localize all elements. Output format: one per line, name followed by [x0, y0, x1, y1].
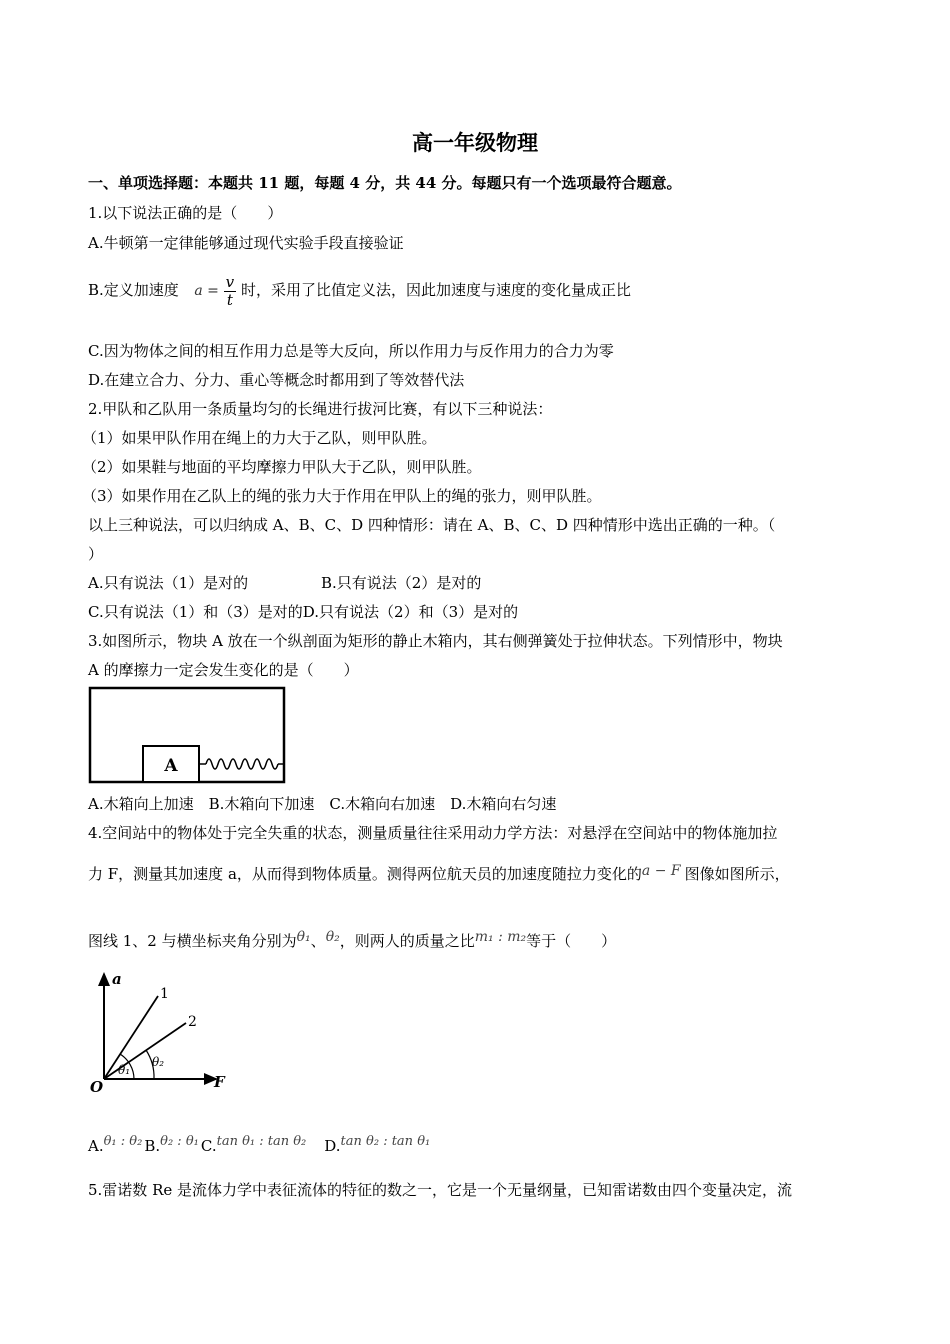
q4-mass-ratio: m₁ : m₂ [474, 929, 527, 945]
q4-option-a-prefix: A. [88, 1137, 104, 1155]
q1-option-d: D.在建立合力、分力、重心等概念时都用到了等效替代法 [88, 371, 465, 389]
q2-statement-3: （3）如果作用在乙队上的绳的张力大于作用在甲队上的绳的张力，则甲队胜。 [82, 487, 602, 505]
q1-option-b [88, 273, 631, 309]
q4-stem-line3 [88, 927, 616, 951]
q1-formula-numerator: v [225, 272, 235, 291]
q1-formula-denominator: t [226, 290, 233, 309]
q4-graph-line-2 [104, 1023, 186, 1079]
q4-graph-line-1-label: 1 [160, 986, 169, 1002]
q4-theta2: θ₂ [325, 929, 340, 945]
q4-option-d: tan θ₂ : tan θ₁ [340, 1134, 431, 1149]
q3-spring [206, 759, 278, 769]
q3-box-figure [88, 686, 288, 786]
q4-stem-line2 [88, 861, 790, 884]
q4-graph-line-2-label: 2 [188, 1014, 197, 1030]
q2-option-a: A.只有说法（1）是对的 [88, 574, 249, 592]
q1-option-c: C.因为物体之间的相互作用力总是等大反向，所以作用力与反作用力的合力为零 [88, 342, 614, 360]
q4-stem-line3-mid: ，则两人的质量之比 [339, 932, 475, 950]
q4-separator: 、 [310, 932, 326, 950]
q1-formula-fraction [224, 274, 236, 309]
q1-stem: 1.以下说法正确的是（ ） [88, 204, 283, 222]
q4-option-d-prefix: D. [324, 1137, 341, 1155]
q3-stem-line1: 3.如图所示，物块 A 放在一个纵剖面为矩形的静止木箱内，其右侧弹簧处于拉伸状态。下列情形中，物块 [88, 632, 783, 650]
q2-stem: 2.甲队和乙队用一条质量均匀的长绳进行拔河比赛，有以下三种说法： [88, 400, 553, 418]
q4-option-c: tan θ₁ : tan θ₂ [216, 1134, 307, 1149]
q4-stem-line3-prefix: 图线 1、2 与横坐标夹角分别为 [88, 932, 297, 950]
q3-options: A.木箱向上加速 B.木箱向下加速 C.木箱向右加速 D.木箱向右匀速 [88, 795, 557, 813]
q1-option-b-prefix: B.定义加速度 [88, 281, 179, 299]
q4-graph-origin: O [90, 1078, 104, 1096]
q4-option-b-prefix: B. [144, 1137, 161, 1155]
q4-theta1: θ₁ [296, 929, 311, 945]
q4-graph-angle-1: θ₁ [118, 1063, 131, 1077]
q3-stem-line2: A 的摩擦力一定会发生变化的是（ ） [88, 661, 359, 679]
q2-summary-end: ） [88, 545, 104, 563]
q3-block-label: A [164, 756, 178, 776]
q4-option-b: θ₂ : θ₁ [160, 1134, 199, 1149]
q1-option-a: A.牛顿第一定律能够通过现代实验手段直接验证 [88, 234, 404, 252]
q2-option-b: B.只有说法（2）是对的 [321, 574, 482, 592]
q4-graph-y-label: a [112, 970, 122, 988]
q4-stem-line3-suffix: 等于（ ） [526, 932, 617, 950]
q4-a-f-math: a − F [641, 863, 681, 879]
section-heading: 一、单项选择题：本题共 11 题，每题 4 分，共 44 分。每题只有一个选项最符合题意。 [88, 174, 682, 192]
q1-option-b-suffix: 时，采用了比值定义法，因此加速度与速度的变化量成正比 [240, 281, 631, 299]
q4-graph-angle-2: θ₂ [152, 1055, 165, 1069]
q1-formula-lhs: a = [194, 283, 219, 299]
q4-stem-line2-prefix: 力 F，测量其加速度 a，从而得到物体质量。测得两位航天员的加速度随拉力变化的 [88, 865, 642, 883]
q4-stem-line2-suffix: 图像如图所示， [684, 865, 790, 883]
q4-a-f-graph [86, 966, 236, 1096]
q5-stem-line1: 5.雷诺数 Re 是流体力学中表征流体的特征的数之一，它是一个无量纲量，已知雷诺数由四个变量决定，流 [88, 1181, 793, 1199]
q4-graph-x-label: F [214, 1073, 225, 1091]
q4-options [88, 1132, 430, 1156]
q2-summary: 以上三种说法，可以归纳成 A、B、C、D 四种情形：请在 A、B、C、D 四种情形中选出正确的一种。（ [88, 516, 776, 534]
q4-option-c-prefix: C. [200, 1137, 217, 1155]
q4-option-a: θ₁ : θ₂ [103, 1134, 143, 1149]
q2-statement-1: （1）如果甲队作用在绳上的力大于乙队，则甲队胜。 [82, 429, 437, 447]
page-title: 高一年级物理 [412, 130, 538, 155]
q2-statement-2: （2）如果鞋与地面的平均摩擦力甲队大于乙队，则甲队胜。 [82, 458, 482, 476]
q2-option-cd: C.只有说法（1）和（3）是对的D.只有说法（2）和（3）是对的 [88, 603, 519, 621]
q4-stem-line1: 4.空间站中的物体处于完全失重的状态，测量质量往往采用动力学方法：对悬浮在空间站中的物体施加拉 [88, 824, 778, 842]
